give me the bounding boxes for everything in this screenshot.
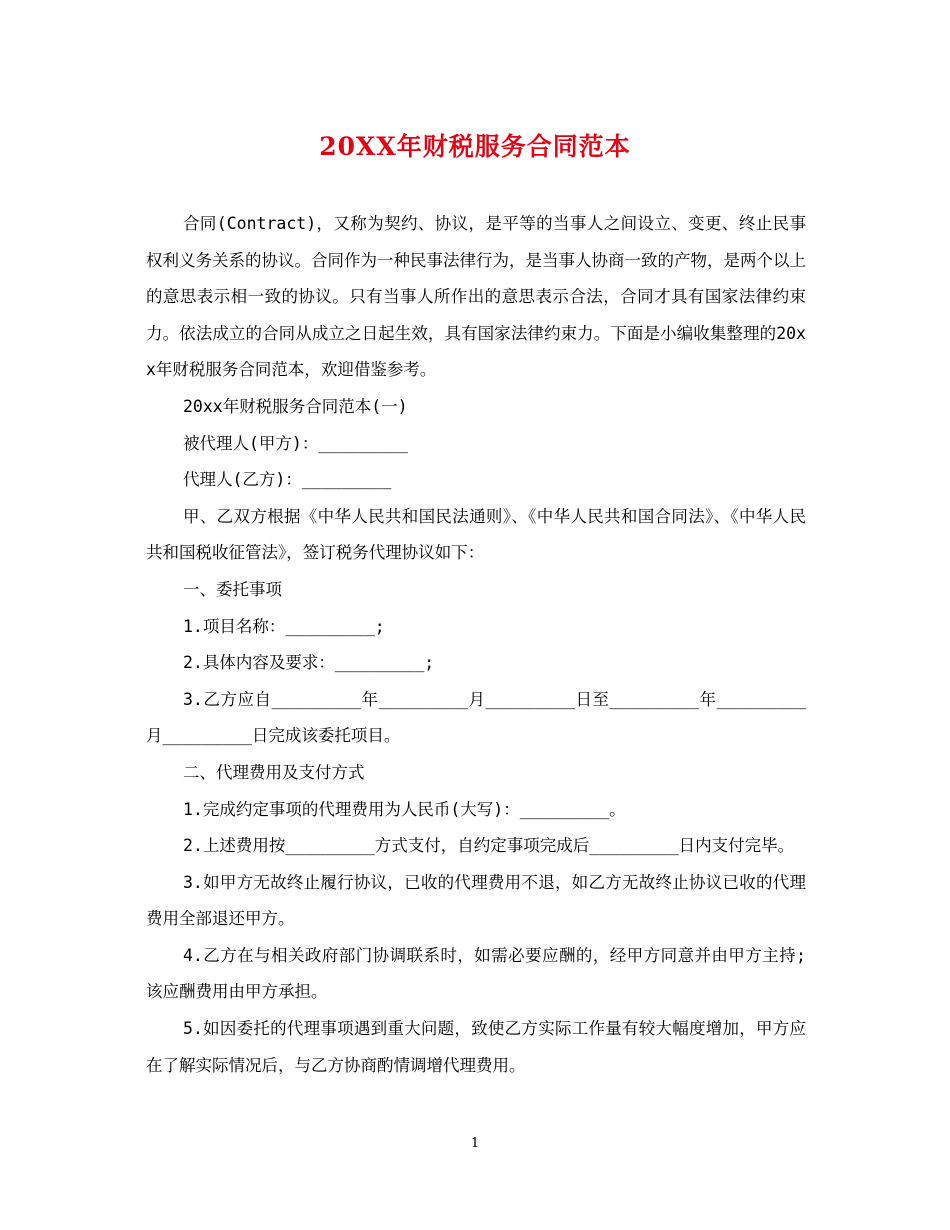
intro-paragraph: 合同(Contract)，又称为契约、协议，是平等的当事人之间设立、变更、终止民事权利义务关系的协议。合同作为一种民事法律行为，是当事人协商一致的产物，是两个以上的意思表示相一致的协议。只有当事人所作出的意思表示合法，合同才具有国家法律约束力。依法成立的合同从成立之日起生效，具有国家法律约束力。下面是小编收集整理的20xx年财税服务合同范本，欢迎借鉴参考。 [146,214,806,380]
clause-item: 3.乙方应自_________年_________月_________日至_________年_________月_________日完成该委托项目。 [146,689,806,746]
clause-item: 1.项目名称：_________; [183,616,385,636]
party-b-line: 代理人(乙方)：_________ [183,470,392,490]
page-number: 1 [470,1136,480,1151]
legal-basis-paragraph: 甲、乙双方根据《中华人民共和国民法通则》、《中华人民共和国合同法》、《中华人民共和国税收征管法》，签订税务代理协议如下： [146,506,806,563]
clause-item: 2.上述费用按_________方式支付，自约定事项完成后_________日内支付完毕。 [183,836,795,856]
clause-item: 4.乙方在与相关政府部门协调联系时，如需必要应酬的，经甲方同意并由甲方主持;该应酬费用由甲方承担。 [146,945,806,1002]
document-body [146,206,806,1084]
party-a-line: 被代理人(甲方)：_________ [183,433,408,453]
section-heading: 20xx年财税服务合同范本(一) [183,396,408,416]
clause-item: 3.如甲方无故终止履行协议，已收的代理费用不退，如乙方无故终止协议已收的代理费用全部退还甲方。 [146,872,806,929]
clause-item: 5.如因委托的代理事项遇到重大问题，致使乙方实际工作量有较大幅度增加，甲方应在了解实际情况后，与乙方协商酌情调增代理费用。 [146,1019,806,1075]
clause-item: 1.完成约定事项的代理费用为人民币(大写)：_________。 [183,799,626,819]
document-title: 20XX年财税服务合同范本 [319,132,631,161]
clause-heading-1: 一、委托事项 [183,579,282,599]
clause-heading-2: 二、代理费用及支付方式 [183,762,365,782]
clause-item: 2.具体内容及要求：_________; [183,653,435,673]
